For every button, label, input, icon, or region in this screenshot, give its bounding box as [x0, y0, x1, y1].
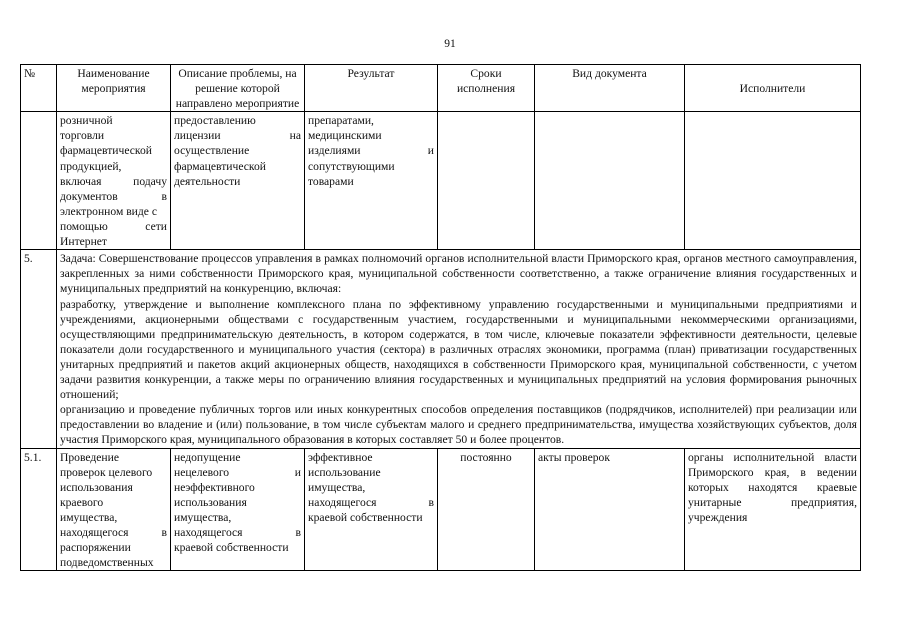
cell-result [305, 448, 438, 571]
problem-line: лицензии на [174, 129, 301, 143]
name-line: фармацевтической [60, 144, 152, 158]
name-line: включая подачу [60, 174, 167, 188]
table-row-continued [21, 112, 861, 250]
name-line: электронном виде с [60, 204, 157, 218]
result-line: находящегося в [308, 495, 434, 509]
task-paragraph: организацию и проведение публичных торгов или иных конкурентных способов определения поставщиков (подрядчиков, исполнителей) при реализации или предоставлении во владение и (или) пользование, в том числе субъектам малого и среднего предпринимательства, имущества хозяйствующих субъектов, доля участия Приморского края, муниципального образования в которых составляет 50 и более процентов. [60, 403, 857, 447]
cell-problem [171, 112, 305, 250]
header-num: № [21, 65, 57, 112]
header-name: Наименование мероприятия [57, 65, 171, 112]
result-line: использование [308, 465, 381, 479]
header-doc-type: Вид документа [535, 65, 685, 112]
cell-executor [685, 112, 861, 250]
problem-line: осуществление [174, 144, 250, 158]
task-description [57, 250, 861, 448]
task-paragraph: разработку, утверждение и выполнение комплексного плана по эффективному управлению государственными и муниципальными предприятиями и учреждениями, акционерными обществами с государственным участием, государственными и муниципальными некоммерческими организациями, осуществляющими предпринимательскую деятельность, в котором содержатся, в том числе, ключевые показатели эффективности деятельности, целевые показатели доли государственного и муниципального участия (сектора) в различных отраслях экономики, программа (план) приватизации государственных унитарных предприятий и пакетов акций акционерных обществ, находящихся в собственности Приморского края, муниципальной собственности, с учетом задачи развития конкуренции, а также меры по ограничению влияния государственных и муниципальных предприятий на условия формирования рыночных отношений; [60, 297, 857, 402]
result-line: товарами [308, 174, 354, 188]
cell-result [305, 112, 438, 250]
cell-executor: органы исполнительной власти Приморского края, в ведении которых находятся краевые унитарные предприятия, учреждения [685, 448, 861, 571]
problem-line: использования [174, 495, 247, 509]
result-line: краевой собственности [308, 510, 423, 524]
name-line: торговли [60, 129, 105, 143]
header-problem: Описание проблемы, на решение которой направлено мероприятие [171, 65, 305, 112]
problem-line: фармацевтической [174, 159, 266, 173]
result-line: имущества, [308, 480, 366, 494]
name-line: использования [60, 480, 133, 494]
problem-line: предоставлению [174, 114, 256, 128]
result-line: препаратами, [308, 114, 374, 128]
name-line: подведомственных [60, 556, 154, 570]
name-line: Проведение [60, 450, 119, 464]
problem-line: краевой собственности [174, 541, 289, 555]
name-line: имущества, [60, 510, 118, 524]
cell-name [57, 112, 171, 250]
problem-line: неэффективного [174, 480, 255, 494]
header-executor: Исполнители [685, 65, 861, 112]
cell-name [57, 448, 171, 571]
result-line: изделиями и [308, 144, 434, 158]
name-line: помощью сети [60, 219, 167, 233]
name-line: документов в [60, 189, 167, 203]
table-row-task-5 [21, 250, 861, 448]
name-line: продукцией, [60, 159, 122, 173]
task-paragraph: Задача: Совершенствование процессов управления в рамках полномочий органов исполнительной власти Приморского края, органов местного самоуправления, закрепленных за ними собственности Приморского края, муниципальной собственности соответственно, а также ограничение влияния государственных и муниципальных предприятий на конкуренцию, включая: [60, 252, 857, 296]
cell-num: 5. [21, 250, 57, 448]
header-deadline: Сроки исполнения [438, 65, 535, 112]
problem-line: находящегося в [174, 525, 301, 539]
name-line: краевого [60, 495, 104, 509]
header-result: Результат [305, 65, 438, 112]
result-line: эффективное [308, 450, 373, 464]
name-line: проверок целевого [60, 465, 153, 479]
problem-line: недопущение [174, 450, 241, 464]
cell-num: 5.1. [21, 448, 57, 571]
problem-line: имущества, [174, 510, 232, 524]
table-row-5-1 [21, 448, 861, 571]
problem-line: нецелевого и [174, 465, 301, 479]
result-line: медицинскими [308, 129, 382, 143]
table-header-row [21, 65, 861, 112]
cell-doc-type: акты проверок [535, 448, 685, 571]
cell-deadline [438, 112, 535, 250]
measures-table [20, 64, 861, 571]
page-number: 91 [444, 38, 456, 50]
name-line: Интернет [60, 235, 108, 249]
result-line: сопутствующими [308, 159, 395, 173]
cell-problem [171, 448, 305, 571]
name-line: находящегося в [60, 525, 167, 539]
name-line: распоряжении [60, 541, 131, 555]
cell-deadline: постоянно [438, 448, 535, 571]
problem-line: деятельности [174, 174, 241, 188]
name-line: розничной [60, 114, 113, 128]
cell-doc-type [535, 112, 685, 250]
cell-num [21, 112, 57, 250]
